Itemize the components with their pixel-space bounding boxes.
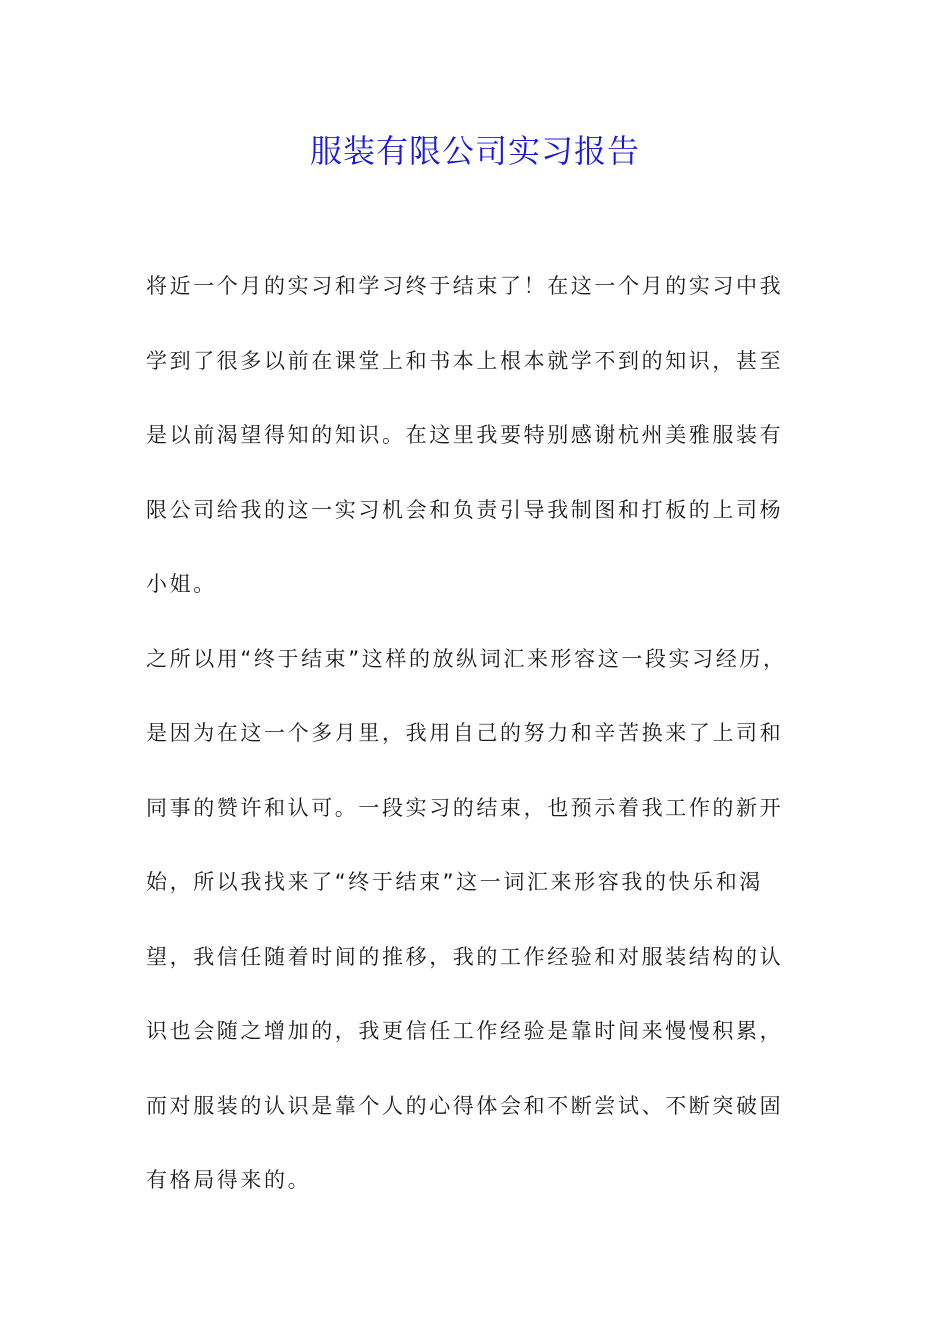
text-line: 有格局得来的。: [146, 1168, 312, 1192]
paragraph-2: [146, 637, 808, 1233]
text-line: 望，我信任随着时间的推移，我的工作经验和对服装结构的认: [146, 944, 784, 969]
text-line: 始，所以我找来了“终于结束”这一词汇来形容我的快乐和渴: [146, 870, 763, 894]
document-title: 服装有限公司实习报告: [309, 132, 640, 170]
paragraph-1: [146, 264, 808, 637]
text-line: 是以前渴望得知的知识。在这里我要特别感谢杭州美雅服装有: [146, 423, 784, 447]
text-line: 将近一个月的实习和学习终于结束了！在这一个月的实习中我: [146, 274, 784, 298]
text-line: 同事的赞许和认可。一段实习的结束，也预示着我工作的新开: [146, 795, 784, 820]
text-line: 而对服装的认识是靠个人的心得体会和不断尝试、不断突破固: [146, 1093, 784, 1118]
text-line: 是因为在这一个多月里，我用自己的努力和辛苦换来了上司和: [146, 721, 784, 745]
text-line: 限公司给我的这一实习机会和负责引导我制图和打板的上司杨: [146, 497, 784, 522]
document-body: [146, 264, 808, 1233]
text-line: 学到了很多以前在课堂上和书本上根本就学不到的知识，甚至: [146, 348, 784, 373]
text-line: 识也会随之增加的，我更信任工作经验是靠时间来慢慢积累，: [146, 1019, 784, 1043]
text-line: 小姐。: [146, 572, 217, 596]
text-line: 之所以用“终于结束”这样的放纵词汇来形容这一段实习经历，: [146, 646, 787, 671]
